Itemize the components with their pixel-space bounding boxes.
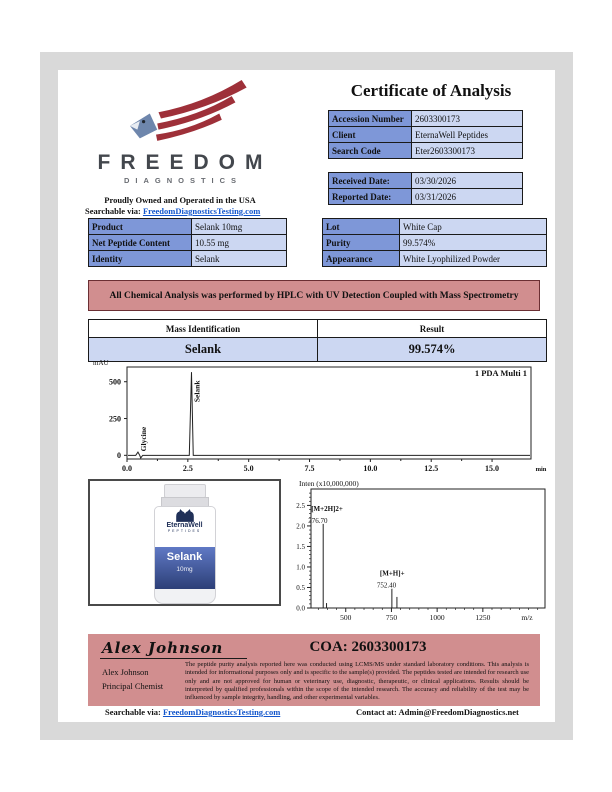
svg-text:500: 500: [340, 613, 352, 622]
table-row: [89, 235, 287, 251]
svg-text:250: 250: [109, 414, 121, 424]
signature-script: Alex Johnson: [100, 639, 247, 659]
row-value: Selank 10mg: [192, 219, 287, 235]
row-value: Selank: [192, 251, 287, 267]
mass-result-value: 99.574%: [318, 338, 547, 362]
mass-identification-table: [88, 319, 547, 362]
column-header: Mass Identification: [89, 320, 318, 338]
vial-product-name: Selank: [166, 551, 203, 563]
table-row: [329, 143, 523, 159]
footer-contact: Contact at: Admin@FreedomDiagnostics.net: [356, 707, 519, 717]
mass-spectrum: [285, 477, 552, 633]
tagline: Proudly Owned and Operated in the USA: [104, 195, 256, 205]
row-label: Received Date:: [329, 173, 412, 189]
searchable-line: [85, 206, 260, 216]
method-banner: All Chemical Analysis was performed by HPLC with UV Detection Coupled with Mass Spectrometry: [88, 280, 540, 311]
row-value: White Lyophilized Powder: [400, 251, 547, 267]
svg-text:376.70: 376.70: [308, 516, 328, 525]
svg-text:mAU: mAU: [93, 359, 109, 367]
vial-body: [154, 506, 216, 604]
table-row: [323, 235, 547, 251]
svg-text:1000: 1000: [429, 613, 445, 622]
row-value: EternaWell Peptides: [412, 127, 523, 143]
footer-searchable: [105, 707, 280, 717]
svg-text:[M+2H]2+: [M+2H]2+: [311, 504, 343, 513]
svg-text:15.0: 15.0: [485, 464, 500, 473]
svg-text:min: min: [535, 466, 547, 473]
row-value: 03/30/2026: [412, 173, 523, 189]
vial-brand-sub: PEPTIDES: [167, 529, 202, 533]
product-vial-photo: [88, 479, 281, 606]
row-value: 03/31/2026: [412, 189, 523, 205]
page-title: Certificate of Analysis: [350, 81, 512, 100]
svg-text:0.0: 0.0: [122, 464, 132, 473]
svg-text:12.5: 12.5: [424, 464, 439, 473]
brand-subtitle: DIAGNOSTICS: [123, 176, 243, 185]
svg-text:500: 500: [109, 377, 121, 387]
svg-text:1250: 1250: [475, 613, 491, 622]
searchable-label: Searchable via:: [85, 206, 141, 216]
svg-text:750: 750: [385, 613, 398, 622]
accession-info-table: [328, 110, 523, 159]
svg-text:0.0: 0.0: [296, 604, 305, 613]
svg-text:m/z: m/z: [521, 613, 533, 622]
svg-text:Inten (x10,000,000): Inten (x10,000,000): [299, 479, 359, 488]
svg-text:2.5: 2.5: [182, 464, 193, 473]
row-label: Lot: [323, 219, 400, 235]
table-header-row: [89, 320, 547, 338]
column-header: Result: [318, 320, 547, 338]
table-row: [89, 251, 287, 267]
svg-text:7.5: 7.5: [304, 464, 315, 473]
vial: [152, 484, 218, 604]
svg-text:1.5: 1.5: [296, 542, 305, 551]
eagle-flag-icon: [122, 80, 262, 152]
footer-searchable-label: Searchable via:: [105, 707, 161, 717]
dates-table: [328, 172, 523, 205]
row-label: Appearance: [323, 251, 400, 267]
mass-id-value: Selank: [89, 338, 318, 362]
svg-text:2.5: 2.5: [296, 501, 305, 510]
table-row: [323, 251, 547, 267]
row-label: Purity: [323, 235, 400, 251]
svg-text:[M+H]+: [M+H]+: [379, 569, 405, 578]
row-label: Identity: [89, 251, 192, 267]
svg-text:Glycine: Glycine: [138, 426, 148, 452]
product-table: [88, 218, 287, 267]
company-logo: [70, 80, 290, 185]
footer-searchable-link[interactable]: FreedomDiagnosticsTesting.com: [162, 707, 281, 717]
svg-text:752.40: 752.40: [376, 581, 397, 590]
vial-cap: [164, 484, 206, 498]
dogs-logo-icon: [173, 509, 197, 522]
row-label: Accession Number: [329, 111, 412, 127]
vial-label-top: [155, 507, 215, 547]
vial-label-band: [155, 547, 215, 589]
signature-box: [88, 634, 540, 706]
signer-role: Principal Chemist: [102, 681, 164, 691]
table-row: [329, 173, 523, 189]
row-value: Eter2603300173: [412, 143, 523, 159]
svg-text:10.0: 10.0: [363, 464, 378, 473]
svg-text:1 PDA Multi 1: 1 PDA Multi 1: [474, 368, 527, 378]
table-row: [329, 127, 523, 143]
table-row: [329, 189, 523, 205]
row-label: Search Code: [329, 143, 412, 159]
brand-name: FREEDOM: [97, 151, 273, 174]
svg-text:5.0: 5.0: [243, 464, 254, 473]
searchable-link[interactable]: FreedomDiagnosticsTesting.com: [142, 206, 261, 216]
row-value: 2603300173: [412, 111, 523, 127]
row-label: Client: [329, 127, 412, 143]
row-label: Reported Date:: [329, 189, 412, 205]
lot-table: [322, 218, 547, 267]
svg-text:0: 0: [117, 451, 121, 461]
svg-text:1.0: 1.0: [296, 563, 305, 572]
table-row: [89, 219, 287, 235]
row-value: 10.55 mg: [192, 235, 287, 251]
coa-number: COA: 2603300173: [309, 639, 427, 655]
svg-text:2.0: 2.0: [296, 522, 305, 531]
svg-text:0.5: 0.5: [296, 583, 305, 592]
row-label: Product: [89, 219, 192, 235]
vial-brand: EternaWell: [166, 522, 203, 529]
hplc-chromatogram: [85, 357, 552, 475]
disclaimer-text: The peptide purity analysis reported here was conducted using LCMS/MS under standard laboratory conditions. This analysis is intended for informational purposes only and is specific to the sample(s) provided. The peptides tested are intended for research use only and are not approved for human or veterinary use, diagnostic, therapeutic, or clinical applications. Results should be interpreted by qualified professionals within the scope of the intended research. The accuracy and reliability of the test may be influenced by sample integrity, handling, and other experimental variables.: [185, 661, 529, 702]
table-row: [323, 219, 547, 235]
vial-dose: 10mg: [176, 566, 193, 573]
row-value: 99.574%: [400, 235, 547, 251]
row-value: White Cap: [400, 219, 547, 235]
row-label: Net Peptide Content: [89, 235, 192, 251]
table-row: [329, 111, 523, 127]
svg-text:Selank: Selank: [192, 380, 202, 403]
signer-name: Alex Johnson: [102, 667, 149, 677]
